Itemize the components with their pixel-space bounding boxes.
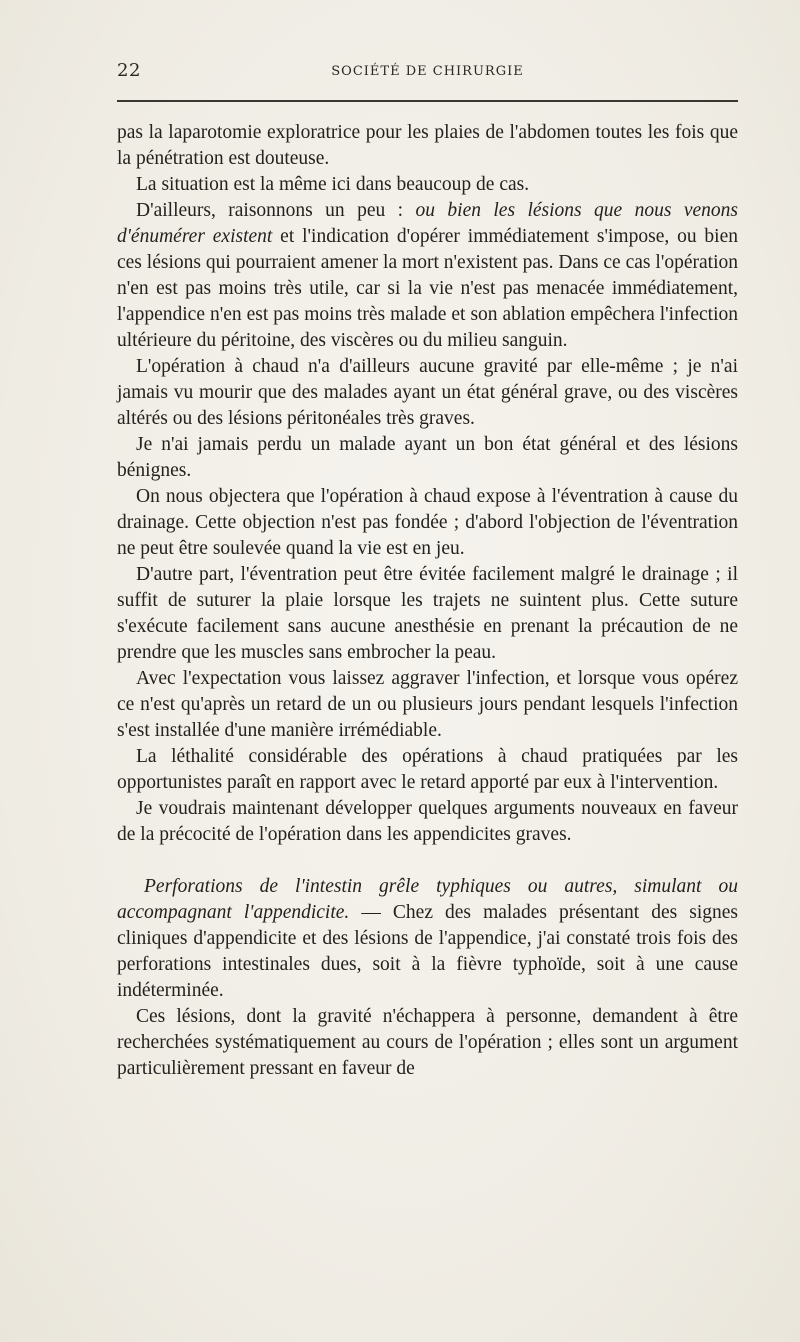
- paragraph-3-lead: D'ailleurs, raisonnons un peu :: [136, 200, 416, 221]
- page-header: [117, 60, 738, 90]
- section-text: Chez des malades présentant des signes cliniques d'appendicite et des lésions de l'appendice, j'ai constaté trois fois des perforations intestinales dues, soit à la fièvre typhoïde, soit à une cause indéterminée.: [117, 902, 738, 1001]
- body-text: [117, 120, 738, 1082]
- section-dash: —: [349, 902, 393, 923]
- section-title: Perforations de l'intestin grêle typhiques ou autres, simulant ou accompagnant l'appendicite.: [117, 876, 738, 923]
- paragraph-9: La léthalité considérable des opérations à chaud pratiquées par les opportunistes paraît en rapport avec le retard apporté par eux à l'intervention.: [117, 746, 738, 793]
- paragraph-10: Je voudrais maintenant développer quelques arguments nouveaux en faveur de la précocité de l'opération dans les appendicites graves.: [117, 798, 738, 845]
- section-paragraph: [117, 874, 738, 1004]
- paragraph-3-italic: ou bien les lésions que nous venons d'énumérer existent: [117, 200, 739, 247]
- paragraph-1: pas la laparotomie exploratrice pour les plaies de l'abdomen toutes les fois que la pénétration est douteuse.: [117, 122, 738, 169]
- paragraph-4: L'opération à chaud n'a d'ailleurs aucune gravité par elle-même ; je n'ai jamais vu mourir que des malades ayant un état général grave, ou des viscères altérés ou des lésions péritonéales très graves.: [117, 356, 738, 429]
- header-rule: [117, 100, 738, 102]
- final-paragraph: Ces lésions, dont la gravité n'échappera à personne, demandent à être recherchées systématiquement au cours de l'opération ; elles sont un argument particulièrement pressant en faveur de: [117, 1006, 738, 1079]
- page-number: 22: [117, 60, 141, 81]
- paragraph-6: On nous objectera que l'opération à chaud expose à l'éventration à cause du drainage. Cette objection n'est pas fondée ; d'abord l'objection de l'éventration ne peut être soulevée quand la vie est en jeu.: [117, 486, 738, 559]
- paragraph-3: [117, 198, 738, 354]
- paragraph-8: Avec l'expectation vous laissez aggraver l'infection, et lorsque vous opérez ce n'est qu'après un retard de un ou plusieurs jours pendant lesquels l'infection s'est installée d'une manière irrémédiable.: [117, 668, 738, 741]
- paragraph-7: D'autre part, l'éventration peut être évitée facilement malgré le drainage ; il suffit de suturer la plaie lorsque les trajets ne suintent plus. Cette suture s'exécute facilement sans aucune anesthésie en prenant la précaution de ne prendre que les muscles sans embrocher la peau.: [117, 564, 738, 663]
- paragraph-5: Je n'ai jamais perdu un malade ayant un bon état général et des lésions bénignes.: [117, 434, 738, 481]
- paragraph-2: La situation est la même ici dans beaucoup de cas.: [136, 174, 530, 195]
- running-title: SOCIÉTÉ DE CHIRURGIE: [331, 64, 524, 79]
- paragraph-3-rest: et l'indication d'opérer immédiatement s'impose, ou bien ces lésions qui pourraient amener la mort n'existent pas. Dans ce cas l'opération n'en est pas moins très utile, car si la vie n'est pas menacée immédiatement, l'appendice n'en est pas moins très malade et son ablation empêchera l'infection ultérieure du péritoine, des viscères ou du milieu sanguin.: [117, 226, 738, 351]
